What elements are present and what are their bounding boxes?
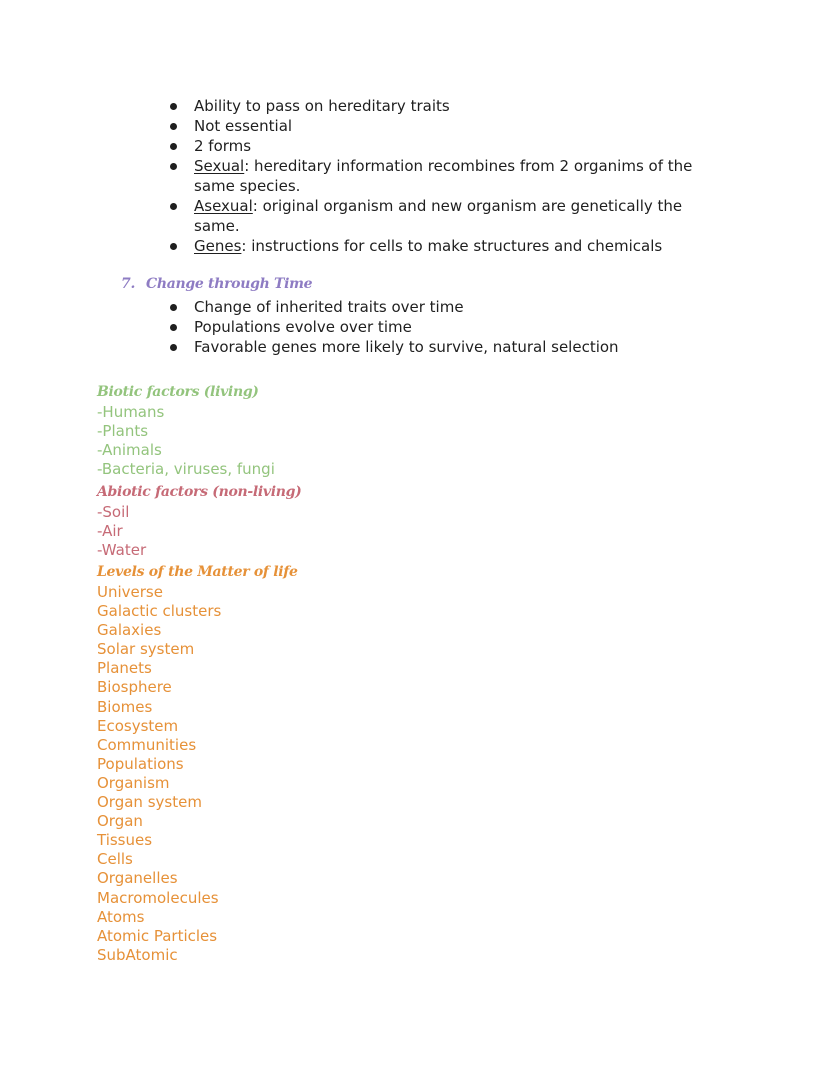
list-item	[168, 236, 728, 256]
change-list	[168, 297, 728, 357]
list-item: Cells	[97, 850, 133, 869]
bullet-text: Change of inherited traits over time	[194, 298, 464, 316]
term-sexual: Sexual	[194, 157, 245, 175]
list-item: Planets	[97, 659, 152, 678]
list-item: Atomic Particles	[97, 926, 218, 945]
list-item: Organ	[97, 812, 143, 831]
bullet-text: : instructions for cells to make structures and chemicals	[241, 237, 663, 255]
list-item	[168, 96, 728, 116]
list-item: -Air	[97, 522, 123, 541]
bullet-text: Ability to pass on hereditary traits	[194, 97, 450, 115]
list-item: -Animals	[97, 441, 162, 460]
list-item	[168, 317, 728, 337]
list-item: Organ system	[97, 793, 202, 812]
bullet-icon	[170, 143, 177, 150]
biotic-section	[97, 381, 275, 479]
bullet-icon	[170, 304, 177, 311]
list-item: -Soil	[97, 503, 130, 521]
bullet-icon	[170, 103, 177, 110]
section-title: Change through Time	[146, 276, 313, 292]
bullet-icon	[170, 163, 177, 170]
term-genes: Genes	[194, 237, 242, 255]
levels-heading: Levels of the Matter of life	[97, 564, 298, 580]
section-heading	[121, 276, 312, 292]
list-item	[168, 136, 728, 156]
hereditary-list	[168, 96, 728, 256]
bullet-icon	[170, 324, 177, 331]
term-asexual: Asexual	[194, 197, 253, 215]
section-number: 7.	[121, 276, 136, 292]
bullet-text: Not essential	[194, 117, 293, 135]
bullet-text: Populations evolve over time	[194, 318, 412, 336]
list-item: Populations	[97, 754, 184, 773]
bullet-icon	[170, 243, 177, 250]
list-item: Galactic clusters	[97, 602, 222, 621]
bullet-icon	[170, 123, 177, 130]
list-item: Solar system	[97, 640, 195, 659]
list-item: Galaxies	[97, 621, 162, 640]
bullet-icon	[170, 203, 177, 210]
list-item: Macromolecules	[97, 888, 219, 907]
list-item	[168, 297, 728, 317]
list-item	[168, 196, 728, 236]
list-item: -Water	[97, 541, 147, 560]
bullet-text: : hereditary information recombines from 2 organims of the same species.	[194, 157, 693, 195]
list-item: -Humans	[97, 403, 165, 421]
abiotic-section	[97, 481, 301, 560]
list-item: Tissues	[97, 831, 153, 850]
list-item: -Bacteria, viruses, fungi	[97, 460, 275, 479]
bullet-text: Favorable genes more likely to survive, natural selection	[194, 338, 619, 356]
list-item: Ecosystem	[97, 716, 179, 735]
list-item: Biosphere	[97, 678, 172, 697]
list-item: Atoms	[97, 907, 145, 926]
list-item: Biomes	[97, 697, 153, 716]
list-item: Organism	[97, 773, 170, 792]
list-item: Communities	[97, 735, 197, 754]
list-item: SubAtomic	[97, 945, 178, 964]
levels-section	[97, 561, 298, 965]
list-item	[168, 156, 728, 196]
bullet-text: 2 forms	[194, 137, 252, 155]
list-item: Universe	[97, 583, 163, 601]
list-item: -Plants	[97, 422, 149, 441]
biotic-heading: Biotic factors (living)	[97, 384, 259, 400]
list-item	[168, 337, 728, 357]
bullet-icon	[170, 344, 177, 351]
abiotic-heading: Abiotic factors (non-living)	[97, 484, 302, 500]
bullet-text: : original organism and new organism are genetically the same.	[194, 197, 683, 235]
list-item	[168, 116, 728, 136]
list-item: Organelles	[97, 869, 178, 888]
